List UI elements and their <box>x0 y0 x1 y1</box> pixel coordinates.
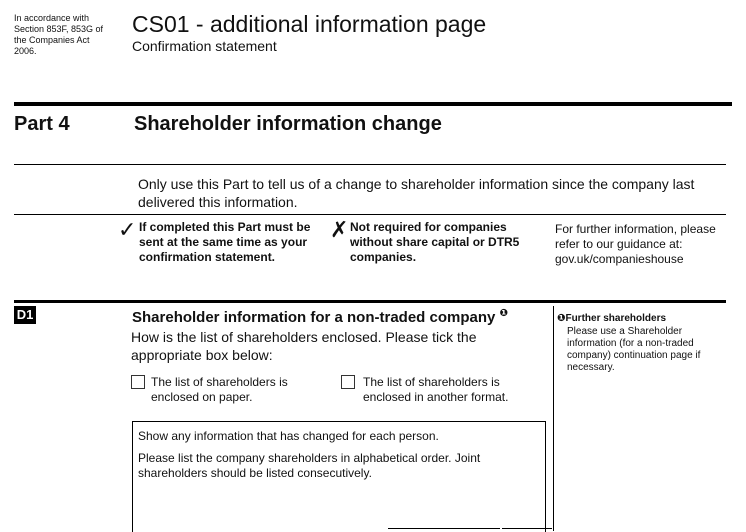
statute-note: In accordance with Section 853F, 853G of the Companies Act 2006. <box>14 13 104 56</box>
section-title <box>132 305 508 327</box>
side-body: Please use a Shareholder information (for a non-traded company) continuation page if necessary. <box>567 326 701 373</box>
section-question: How is the list of shareholders enclosed. Please tick the appropriate box below: <box>131 329 477 363</box>
section-badge: D1 <box>14 306 36 324</box>
other-format-checkbox[interactable] <box>341 375 355 389</box>
cross-icon: ✗ <box>330 217 349 242</box>
info-line-1: Show any information that has changed for each person. <box>138 429 439 443</box>
part-intro: Only use this Part to tell us of a change to shareholder information since the company last delivered this information. <box>138 176 695 210</box>
part-number: Part 4 <box>14 113 70 135</box>
section-divider <box>14 300 726 303</box>
info-icon: ❶ <box>499 308 509 319</box>
part-divider <box>14 102 732 106</box>
paper-option-label: The list of shareholders is enclosed on paper. <box>151 375 288 404</box>
tick-icon: ✓ <box>118 217 137 242</box>
divider <box>14 214 726 215</box>
cross-note: Not required for companies without share capital or DTR5 companies. <box>350 220 520 264</box>
divider <box>14 164 726 165</box>
info-line-2: Please list the company shareholders in alphabetical order. Joint shareholders should be listed consecutively. <box>138 451 481 480</box>
side-heading: ❶Further shareholders <box>557 313 667 324</box>
paper-checkbox[interactable] <box>131 375 145 389</box>
table-top-rule <box>502 528 552 529</box>
other-format-option-label: The list of shareholders is enclosed in another format. <box>363 375 509 404</box>
form-subtitle: Confirmation statement <box>132 38 277 54</box>
form-title: CS01 - additional information page <box>132 11 487 37</box>
section-title-text: Shareholder information for a non-traded company <box>132 309 496 326</box>
part-title: Shareholder information change <box>134 113 442 135</box>
table-top-rule <box>388 528 500 529</box>
tick-note: If completed this Part must be sent at the same time as your confirmation statement. <box>139 220 311 264</box>
further-info: For further information, please refer to our guidance at: gov.uk/companieshouse <box>555 222 716 266</box>
